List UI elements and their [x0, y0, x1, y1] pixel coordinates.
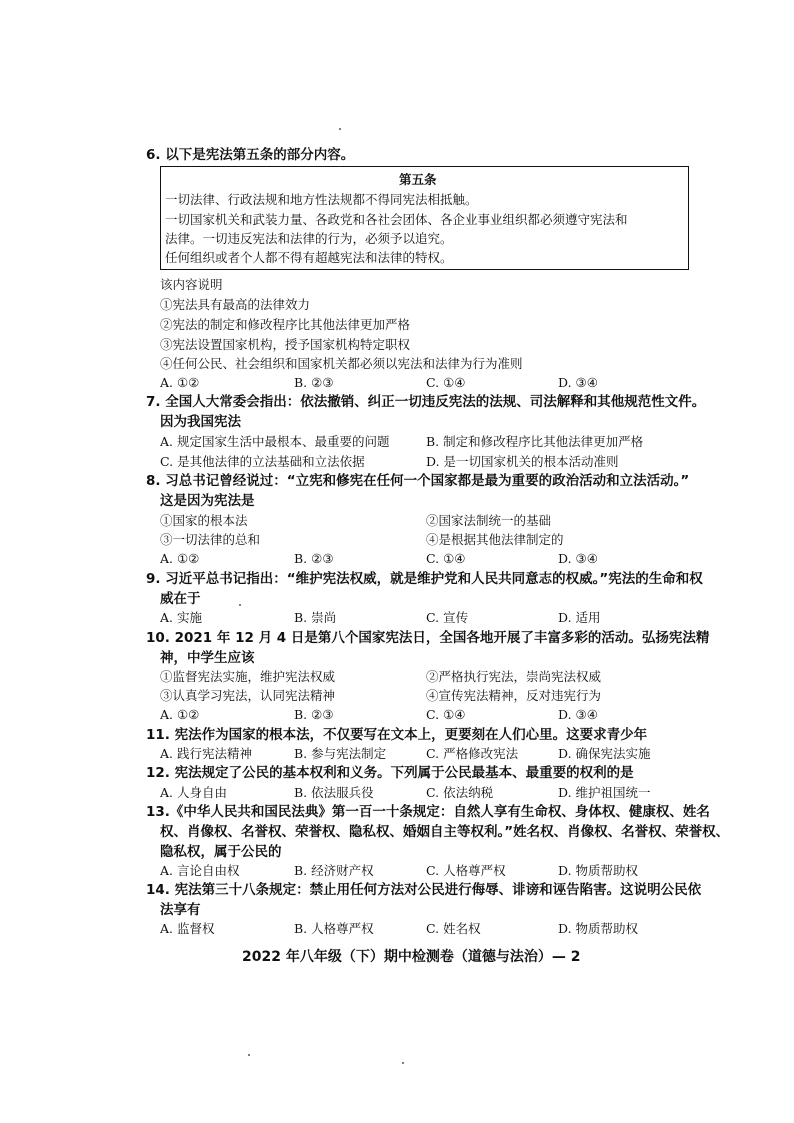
q9-stem-cont: 威在于 — [160, 591, 201, 607]
q13-option-b: B. 经济财产权 — [294, 863, 374, 878]
q6-option-a: A. ①② — [160, 375, 200, 390]
q11-option-c: C. 严格修改宪法 — [426, 746, 519, 761]
q8-option-a: A. ①② — [160, 551, 200, 566]
q10-item-2: ②严格执行宪法，崇尚宪法权威 — [426, 669, 602, 684]
q10-option-c: C. ①④ — [426, 707, 466, 722]
scan-speck — [248, 1054, 250, 1056]
q11-option-d: D. 确保宪法实施 — [558, 746, 651, 761]
q10-option-b: B. ②③ — [294, 707, 334, 722]
scan-speck — [239, 604, 241, 606]
q12-option-d: D. 维护祖国统一 — [558, 785, 651, 800]
q12-stem: 12. 宪法规定了公民的基本权利和义务。下列属于公民最基本、最重要的权利的是 — [146, 765, 634, 781]
q9-option-d: D. 适用 — [558, 610, 601, 625]
q11-option-a: A. 践行宪法精神 — [160, 746, 252, 761]
q13-stem-cont: 权、肖像权、名誉权、荣誉权、隐私权、婚姻自主等权利。”姓名权、肖像权、名誉权、荣誉权、 — [160, 824, 730, 840]
q7-option-d: D. 是一切国家机关的根本活动准则 — [426, 454, 619, 469]
q13-option-c: C. 人格尊严权 — [426, 863, 506, 878]
article-5-line-1: 一切法律、行政法规和地方性法规都不得同宪法相抵触。 — [165, 192, 478, 207]
q13-stem: 13.《中华人民共和国民法典》第一百一十条规定：自然人享有生命权、身体权、健康权、姓名 — [146, 804, 710, 820]
q8-option-d: D. ③④ — [558, 551, 598, 566]
q8-item-1: ①国家的根本法 — [160, 513, 248, 528]
page-footer: 2022 年八年级（下）期中检测卷（道德与法治）— 2 — [242, 949, 581, 965]
article-5-box — [160, 166, 689, 270]
q6-item-4: ④任何公民、社会组织和国家机关都必须以宪法和法律为行为准则 — [160, 356, 523, 371]
q14-option-d: D. 物质帮助权 — [558, 921, 639, 936]
q13-option-d: D. 物质帮助权 — [558, 863, 639, 878]
q10-item-3: ③认真学习宪法，认同宪法精神 — [160, 688, 336, 703]
q10-item-4: ④宣传宪法精神，反对违宪行为 — [426, 688, 602, 703]
q12-option-c: C. 依法纳税 — [426, 785, 494, 800]
article-5-title: 第五条 — [399, 172, 437, 187]
article-5-line-3: 法律。一切违反宪法和法律的行为，必须予以追究。 — [165, 231, 453, 246]
q11-stem: 11. 宪法作为国家的根本法，不仅要写在文本上，更要刻在人们心里。这要求青少年 — [146, 727, 648, 743]
q10-stem: 10. 2021 年 12 月 4 日是第八个国家宪法日，全国各地开展了丰富多彩的活动。弘扬宪法精 — [146, 630, 710, 646]
q6-option-d: D. ③④ — [558, 375, 598, 390]
q10-item-1: ①监督宪法实施，维护宪法权威 — [160, 669, 336, 684]
article-5-line-2: 一切国家机关和武装力量、各政党和各社会团体、各企业事业组织都必须遵守宪法和 — [165, 212, 628, 227]
q14-option-b: B. 人格尊严权 — [294, 921, 374, 936]
q12-option-a: A. 人身自由 — [160, 785, 227, 800]
q7-stem-cont: 因为我国宪法 — [160, 414, 241, 430]
q6-option-b: B. ②③ — [294, 375, 334, 390]
q6-item-3: ③宪法设置国家机构，授予国家机构特定职权 — [160, 337, 411, 352]
q8-item-3: ③一切法律的总和 — [160, 532, 261, 547]
scan-speck — [339, 128, 341, 130]
q7-option-b: B. 制定和修改程序比其他法律更加严格 — [426, 434, 644, 449]
scan-speck — [402, 1062, 404, 1064]
q8-option-b: B. ②③ — [294, 551, 334, 566]
q7-option-a: A. 规定国家生活中最根本、最重要的问题 — [160, 434, 390, 449]
q8-stem-cont: 这是因为宪法是 — [160, 493, 255, 509]
q9-stem: 9. 习近平总书记指出：“维护宪法权威，就是维护党和人民共同意志的权威。”宪法的生命和权 — [146, 571, 703, 587]
q7-option-c: C. 是其他法律的立法基础和立法依据 — [160, 454, 365, 469]
q9-option-b: B. 崇尚 — [294, 610, 337, 625]
q6-lead: 该内容说明 — [160, 277, 223, 292]
q14-stem-cont: 法享有 — [160, 902, 201, 918]
q8-item-4: ④是根据其他法律制定的 — [426, 532, 564, 547]
q6-item-1: ①宪法具有最高的法律效力 — [160, 297, 311, 312]
q13-stem-cont-2: 隐私权，属于公民的 — [160, 844, 282, 860]
q13-option-a: A. 言论自由权 — [160, 863, 240, 878]
q7-stem: 7. 全国人大常委会指出：依法撤销、纠正一切违反宪法的法规、司法解释和其他规范性文件。 — [146, 394, 706, 410]
q10-option-d: D. ③④ — [558, 707, 598, 722]
q14-stem: 14. 宪法第三十八条规定：禁止用任何方法对公民进行侮辱、诽谤和诬告陷害。这说明公民依 — [146, 882, 702, 898]
q10-option-a: A. ①② — [160, 707, 200, 722]
q12-option-b: B. 依法服兵役 — [294, 785, 374, 800]
q14-option-a: A. 监督权 — [160, 921, 215, 936]
q6-option-c: C. ①④ — [426, 375, 466, 390]
q9-option-a: A. 实施 — [160, 610, 202, 625]
q10-stem-cont: 神，中学生应该 — [160, 650, 255, 666]
q8-option-c: C. ①④ — [426, 551, 466, 566]
q6-stem: 6. 以下是宪法第五条的部分内容。 — [146, 147, 355, 163]
q6-item-2: ②宪法的制定和修改程序比其他法律更加严格 — [160, 317, 411, 332]
q11-option-b: B. 参与宪法制定 — [294, 746, 387, 761]
q9-option-c: C. 宣传 — [426, 610, 469, 625]
q8-stem: 8. 习总书记曾经说过：“立宪和修宪在任何一个国家都是最为重要的政治活动和立法活动。” — [146, 473, 690, 489]
article-5-line-4: 任何组织或者个人都不得有超越宪法和法律的特权。 — [165, 250, 453, 265]
q14-option-c: C. 姓名权 — [426, 921, 481, 936]
q8-item-2: ②国家法制统一的基础 — [426, 513, 552, 528]
